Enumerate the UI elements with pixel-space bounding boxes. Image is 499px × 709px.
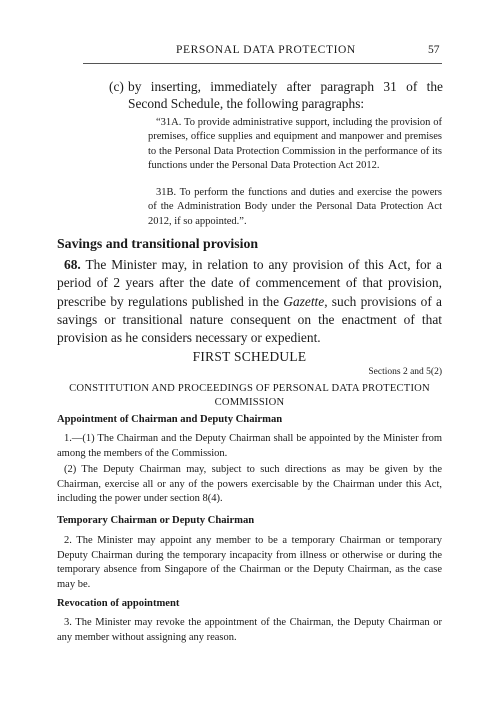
paragraph-3: 3. The Minister may revoke the appointment of the Chairman, the Deputy Chairman or any member without assigning any reason. bbox=[57, 617, 442, 643]
amendment-text: by inserting, immediately after paragraph 31 of the Second Schedule, the following paragraphs: bbox=[128, 79, 443, 111]
schedule-subtitle bbox=[57, 382, 442, 410]
schedule-title: FIRST SCHEDULE bbox=[192, 349, 307, 364]
quoted-paragraph-31b bbox=[148, 186, 442, 229]
schedule-sections-ref: Sections 2 and 5(2) bbox=[368, 367, 442, 377]
paragraph-1-1: 1.—(1) The Chairman and the Deputy Chairman shall be appointed by the Minister from among the members of the Commission. bbox=[57, 433, 442, 459]
appointment-heading: Appointment of Chairman and Deputy Chairman bbox=[57, 414, 283, 425]
section-68-body bbox=[57, 256, 442, 347]
paragraph-31a-text: “31A. To provide administrative support, including the provision of premises, office supplies and equipment and manpower and premises to the Personal Data Protection Commission in the performance of its functions under the Personal Data Protection Act 2012. bbox=[148, 117, 442, 171]
section-68-text-a: The Minister may, in relation to any provision of this Act, for a period of 2 years after the date of commencement of that provision, prescribe by regulations published in the bbox=[57, 257, 442, 309]
running-head-title: PERSONAL DATA PROTECTION bbox=[176, 44, 356, 56]
gazette-reference: Gazette bbox=[283, 293, 325, 309]
section-68-text-b: , such provisions of a savings or transitional nature consequent on the enactment of that provision as he considers necessary or expedient. bbox=[57, 293, 442, 346]
quoted-paragraph-31a bbox=[148, 116, 442, 173]
header-rule bbox=[83, 63, 442, 64]
revocation-heading: Revocation of appointment bbox=[57, 598, 180, 609]
section-68-heading: Savings and transitional provision bbox=[57, 236, 259, 251]
paragraph-2: 2. The Minister may appoint any member to be a temporary Chairman or temporary Deputy Chairman during the temporary incapacity from illness or otherwise or during the temporary absence from Singapore of the Chairman or the Deputy Chairman, as the case may be. bbox=[57, 535, 442, 590]
running-head bbox=[0, 44, 499, 60]
paragraph-1-2: (2) The Deputy Chairman may, subject to such directions as may be given by the Chairman, exercise all or any of the powers exercisable by the Chairman under this Act, including the power under section 8(4). bbox=[57, 464, 442, 505]
page-number: 57 bbox=[428, 44, 440, 56]
amendment-paragraph-c bbox=[83, 78, 443, 112]
amendment-label: (c) bbox=[109, 79, 124, 94]
schedule-subtitle-text: CONSTITUTION AND PROCEEDINGS OF PERSONAL DATA PROTECTION COMMISSION bbox=[69, 383, 430, 408]
temporary-chairman-heading: Temporary Chairman or Deputy Chairman bbox=[57, 515, 255, 526]
paragraph-31b-text: 31B. To perform the functions and duties and exercise the powers of the Administration Body under the Personal Data Protection Act 2012, if so appointed.”. bbox=[148, 187, 442, 227]
section-68-number: 68. bbox=[64, 257, 81, 272]
